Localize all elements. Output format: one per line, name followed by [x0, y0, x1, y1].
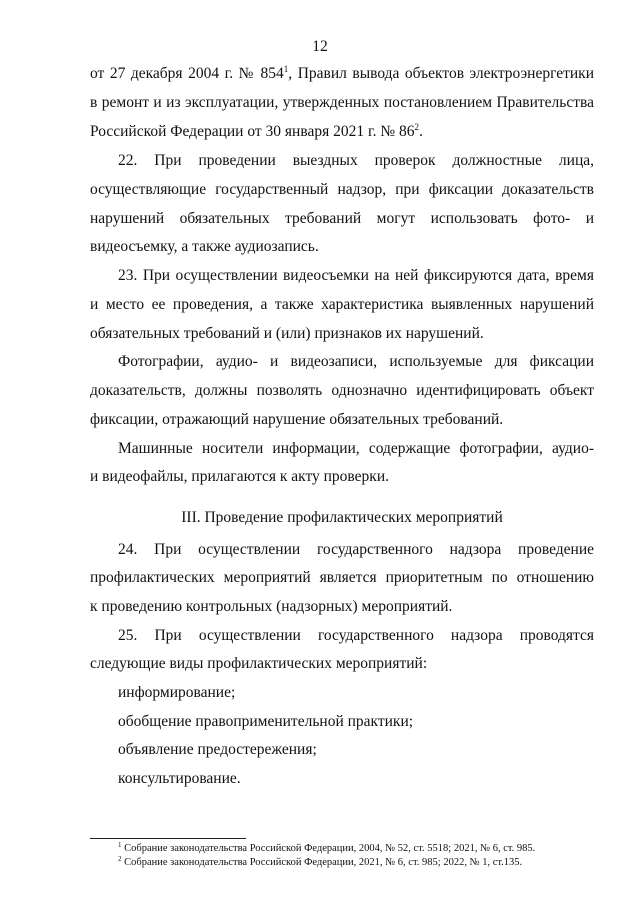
text-line-8: 23. При осуществлении видеосъемки на ней фиксируются дата, время — [118, 267, 594, 284]
footnote-ref-1: 1 — [283, 64, 289, 74]
list-item: консультирование. — [118, 770, 241, 787]
text-line-11: Фотографии, аудио- и видеозаписи, используемые для фиксации — [118, 353, 594, 370]
section-heading: III. Проведение профилактических мероприятий — [181, 509, 503, 526]
list-item: обобщение правоприменительной практики; — [118, 713, 414, 730]
text-line-4: 22. При проведении выездных проверок должностные лица, — [118, 152, 594, 169]
text-line-19: к проведению контрольных (надзорных) мероприятий. — [90, 598, 453, 615]
text-line-12: доказательств, должны позволять однозначно идентифицировать объект — [90, 382, 594, 399]
text-line-6: нарушений обязательных требований могут использовать фото- и — [90, 210, 594, 227]
text-line-10: обязательных требований и (или) признаков их нарушений. — [90, 325, 484, 342]
text-line-7: видеосъемку, а также аудиозапись. — [90, 238, 319, 255]
list-item: объявление предостережения; — [118, 741, 317, 758]
page-number: 12 — [312, 38, 328, 55]
footnote-2: $^2$ Собрание законодательства Российской Федерации, 2021, № 6, ст. 985; 2022, № 1, ст.135. — [118, 855, 523, 868]
text-line-15: и видеофайлы, прилагаются к акту проверки. — [90, 468, 389, 485]
text-line-2: в ремонт и из эксплуатации, утвержденных постановлением Правительства — [90, 94, 594, 111]
text-line-13: фиксации, отражающий нарушение обязательных требований. — [90, 411, 504, 428]
text-line-14: Машинные носители информации, содержащие фотографии, аудио- — [118, 440, 594, 457]
list-item: информирование; — [118, 684, 236, 701]
footnote-ref-2: 2 — [414, 122, 419, 132]
text-line-18: профилактических мероприятий является приоритетным по отношению — [90, 569, 594, 586]
text-line-20: 25. При осуществлении государственного надзора проводятся — [118, 627, 594, 644]
text-line-9: и место ее проведения, а также характеристика выявленных нарушений — [90, 296, 594, 313]
text-line-3: Российской Федерации от 30 января 2021 г. № $86^2$. — [90, 122, 423, 140]
footnote-divider — [90, 838, 246, 839]
footnote-1: $^1$ Собрание законодательства Российской Федерации, 2004, № 52, ст. 5518; 2021, № 6, ст. 985. — [118, 841, 536, 854]
text-line-5: осуществляющие государственный надзор, при фиксации доказательств — [90, 181, 594, 198]
text-line-1: от 27 декабря 2004 г. № $854^1$, Правил вывода объектов электроэнергетики — [90, 64, 594, 82]
text-line-21: следующие виды профилактических мероприятий: — [90, 655, 428, 672]
text-line-17: 24. При осуществлении государственного надзора проведение — [118, 541, 594, 558]
